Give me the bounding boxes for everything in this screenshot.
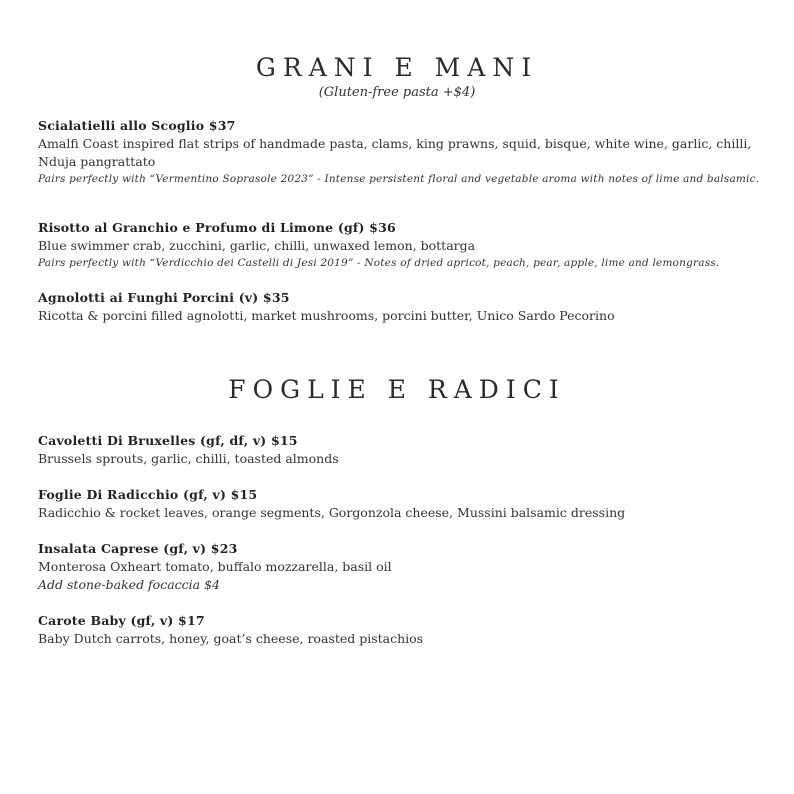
menu-item-description: Baby Dutch carrots, honey, goat’s cheese, roasted pistachios [38,631,424,646]
menu-item-name: Insalata Caprese (gf, v) $23 [38,541,238,556]
menu-item-addon: Add stone-baked focaccia $4 [38,577,220,592]
menu-item-name: Scialatielli allo Scoglio $37 [38,118,236,133]
menu-item-cavoletti [38,432,760,468]
menu-item-carote [38,612,760,648]
menu-item-description: Radicchio & rocket leaves, orange segments, Gorgonzola cheese, Mussini balsamic dressing [38,505,626,520]
menu-item-description: Amalfi Coast inspired flat strips of handmade pasta, clams, king prawns, squid, bisque, white wine, garlic, chilli, Nduja pangrattato [38,136,752,169]
menu-item-name: Carote Baby (gf, v) $17 [38,613,205,628]
menu-item-risotto [38,219,760,271]
menu-item-description: Monterosa Oxheart tomato, buffalo mozzarella, basil oil [38,559,392,574]
menu-item-name: Risotto al Granchio e Profumo di Limone (gf) $36 [38,220,396,235]
menu-item-pairing: Pairs perfectly with “Vermentino Soprasole 2023” - Intense persistent floral and vegetable aroma with notes of lime and balsamic. [38,173,760,185]
menu-item-pairing: Pairs perfectly with “Verdicchio dei Castelli di Jesi 2019” - Notes of dried apricot, peach, pear, apple, lime and lemongrass. [38,257,720,269]
menu-item-name: Cavoletti Di Bruxelles (gf, df, v) $15 [38,433,298,448]
menu-item-scialatielli [38,117,760,187]
section-subtitle-gluten-free: (Gluten-free pasta +$4) [318,85,476,100]
menu-item-agnolotti [38,289,760,325]
menu-item-name: Foglie Di Radicchio (gf, v) $15 [38,487,258,502]
section-title-grani-e-mani: GRANI E MANI [255,53,539,82]
menu-item-description: Blue swimmer crab, zucchini, garlic, chilli, unwaxed lemon, bottarga [38,238,476,253]
menu-item-radicchio [38,486,760,522]
menu-item-description: Brussels sprouts, garlic, chilli, toasted almonds [38,451,339,466]
menu-item-name: Agnolotti ai Funghi Porcini (v) $35 [38,290,290,305]
menu-item-description: Ricotta & porcini filled agnolotti, market mushrooms, porcini butter, Unico Sardo Pecorino [38,308,615,323]
section-title-foglie-e-radici: FOGLIE E RADICI [228,375,566,404]
menu-item-caprese [38,540,760,594]
